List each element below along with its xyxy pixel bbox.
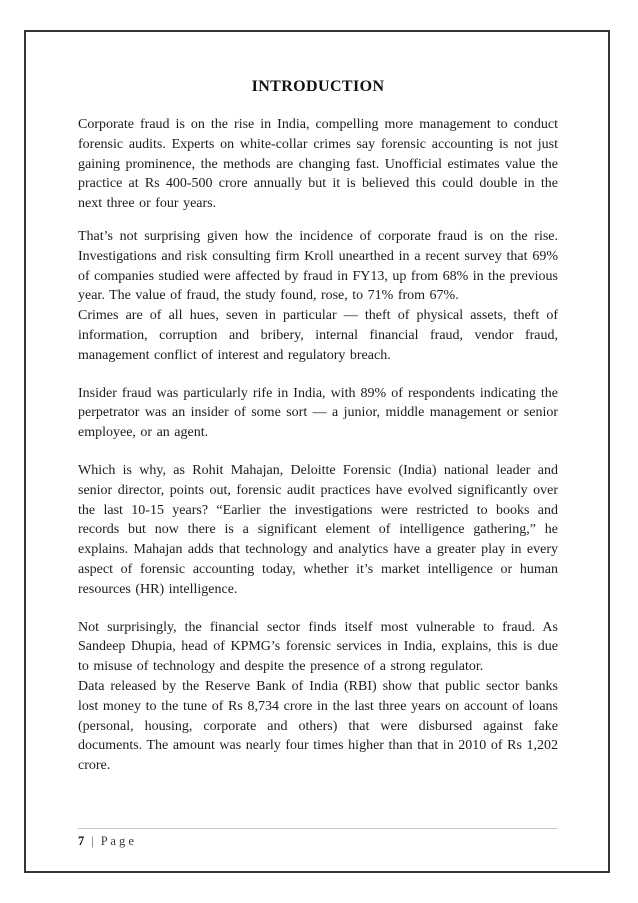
- footer-separator: |: [91, 834, 94, 848]
- page-body: [78, 78, 558, 794]
- paragraph: Not surprisingly, the financial sector finds itself most vulnerable to fraud. As Sandeep Dhupia, head of KPMG’s forensic services in India, explains, this is due to misuse of technology and despite the presence of a strong regulator.: [78, 619, 558, 675]
- paragraph: Which is why, as Rohit Mahajan, Deloitte Forensic (India) national leader and senior director, points out, forensic audit practices have evolved significantly over the last 10-15 years? “Earlier the investigations were restricted to books and records but now there is a significant element of intelligence gathering,” he explains. Mahajan adds that technology and analytics have a greater play in every aspect of forensic accounting today, whether it’s market intelligence or human resources (HR) intelligence.: [78, 462, 558, 597]
- paragraph: That’s not surprising given how the incidence of corporate fraud is on the rise. Investigations and risk consulting firm Kroll unearthed in a recent survey that 69% of companies studied were affected by fraud in FY13, up from 68% in the previous year. The value of fraud, the study found, rose, to 71% from 67%.: [78, 228, 558, 304]
- paragraph: Insider fraud was particularly rife in India, with 89% of respondents indicating the perpetrator was an insider of some sort — a junior, middle management or senior employee, or an agent.: [78, 385, 558, 441]
- paragraph: Data released by the Reserve Bank of India (RBI) show that public sector banks lost money to the tune of Rs 8,734 crore in the last three years on account of loans (personal, housing, corporate and others) that were disbursed against fake documents. The amount was nearly four times higher than that in 2010 of Rs 1,202 crore.: [78, 678, 558, 774]
- footer-page-number: 7: [78, 834, 85, 848]
- page-title: INTRODUCTION: [251, 78, 385, 95]
- paragraph: Crimes are of all hues, seven in particular — theft of physical assets, theft of information, corruption and bribery, internal financial fraud, vendor fraud, management conflict of interest and regulatory breach.: [78, 308, 558, 363]
- page-footer: [78, 828, 558, 849]
- document-page: [24, 30, 610, 873]
- footer-page-label: P a g e: [100, 834, 134, 848]
- paragraph: Corporate fraud is on the rise in India, compelling more management to conduct forensic audits. Experts on white-collar crimes say forensic accounting is not just gaining prominence, the methods are changing fast. Unofficial estimates value the practice at Rs 400-500 crore annually but it is believed this could double in the next three or four years.: [78, 117, 558, 212]
